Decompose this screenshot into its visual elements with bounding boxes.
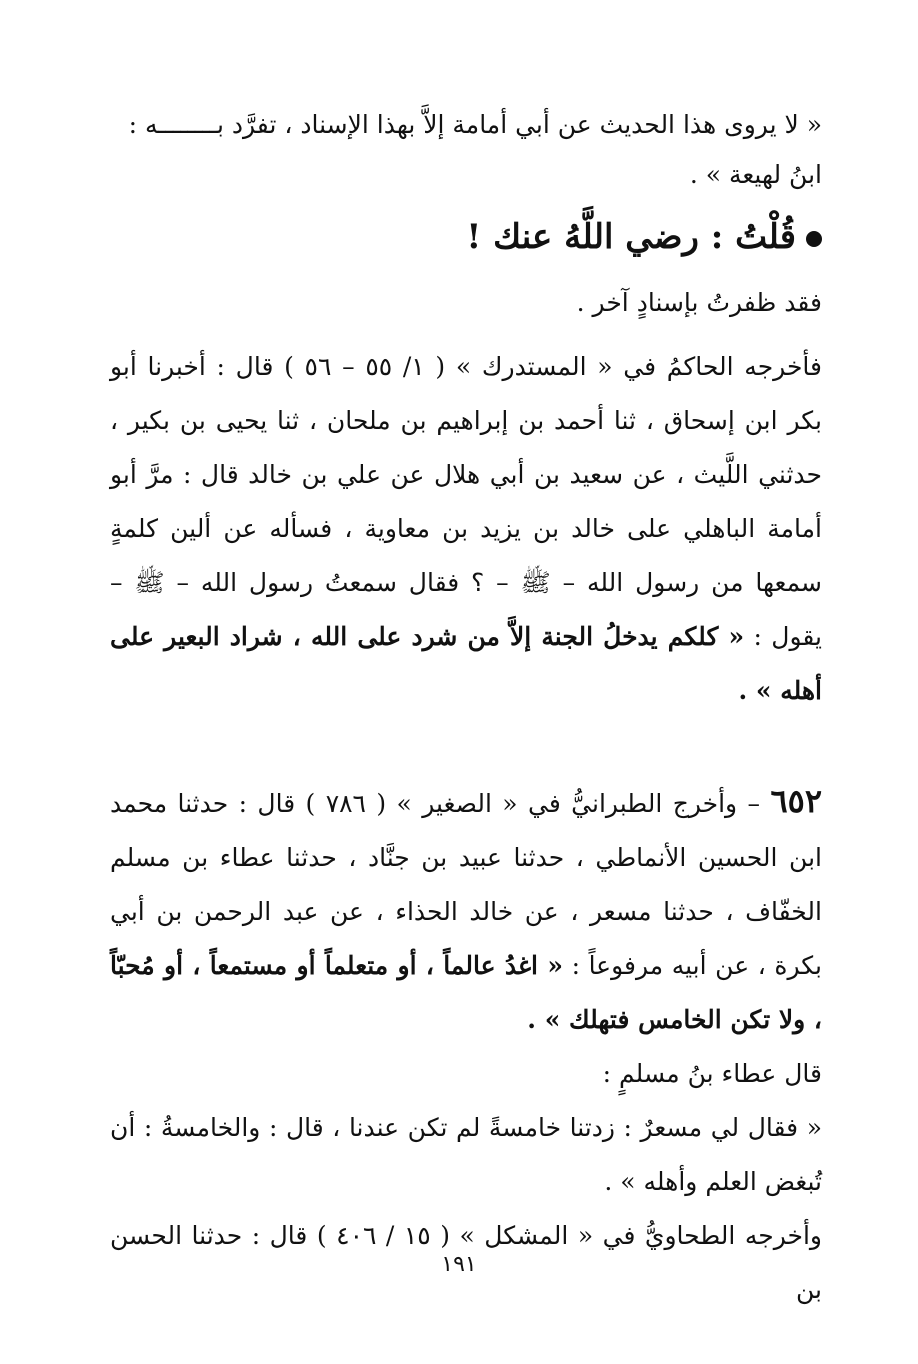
page-number: ١٩١ <box>441 1252 477 1277</box>
hadith-652-text: « اغدُ عالماً ، أو متعلماً أو مستمعاً ، أو مُحبّاً ، ولا تكن الخامس فتهلك » . <box>110 951 822 1034</box>
heading-text: قُلْتُ : رضي اللَّهُ عنك ! <box>466 217 796 257</box>
paragraph-misar: « فقال لي مسعرٌ : زدتنا خامسةً لم تكن عندنا ، قال : والخامسةُ : أن تُبغض العلم وأهله » . <box>110 1113 822 1196</box>
paragraph-intro: فقد ظفرتُ بإسنادٍ آخر . <box>576 288 822 317</box>
paragraph-tahawi: وأخرجه الطحاويُّ في « المشكل » ( ١٥ / ٤٠٦ ) قال : حدثنا الحسن بن <box>110 1221 822 1304</box>
quote-line-2: ابنُ لهيعة » . <box>689 160 822 189</box>
hakim-hadith-text: « كلكم يدخلُ الجنة إلاَّ من شرد على الله ، شراد البعير على أهله » . <box>110 622 822 705</box>
section-heading <box>110 202 822 272</box>
quote-line-1: « لا يروى هذا الحديث عن أبي أمامة إلاَّ بهذا الإسناد ، تفرَّد بــــــــه : <box>128 110 822 139</box>
hadith-number: ٦٥٢ <box>770 782 822 820</box>
page-body <box>110 100 822 1317</box>
paragraph-hadith-652 <box>110 774 822 1047</box>
paragraph-hakim <box>110 340 822 718</box>
bullet-icon <box>806 231 822 247</box>
hakim-isnad: فأخرجه الحاكمُ في « المستدرك » ( ١/ ٥٥ – ٥٦ ) قال : أخبرنا أبو بكر ابن إسحاق ، ثنا أحمد بن إبراهيم بن ملحان ، ثنا يحيى بن بكير ، حدثني اللَّيث ، عن سعيد بن أبي هلال عن علي بن خالد قال : مرَّ أبو أمامة الباهلي على خالد بن يزيد بن معاوية ، فسأله عن ألين كلمةٍ سمعها من رسول الله – ﷺ – ؟ فقال سمعتُ رسول الله – ﷺ – يقول : <box>110 352 822 651</box>
paragraph-ata: قال عطاء بنُ مسلمٍ : <box>602 1059 822 1088</box>
hadith-652-isnad: – وأخرج الطبرانيُّ في « الصغير » ( ٧٨٦ ) قال : حدثنا محمد ابن الحسين الأنماطي ، حدثنا عبيد بن جنَّاد ، حدثنا عطاء بن مسلم الخفّاف ، حدثنا مسعر ، عن خالد الحذاء ، عن عبد الرحمن بن أبي بكرة ، عن أبيه مرفوعاً : <box>110 789 823 980</box>
